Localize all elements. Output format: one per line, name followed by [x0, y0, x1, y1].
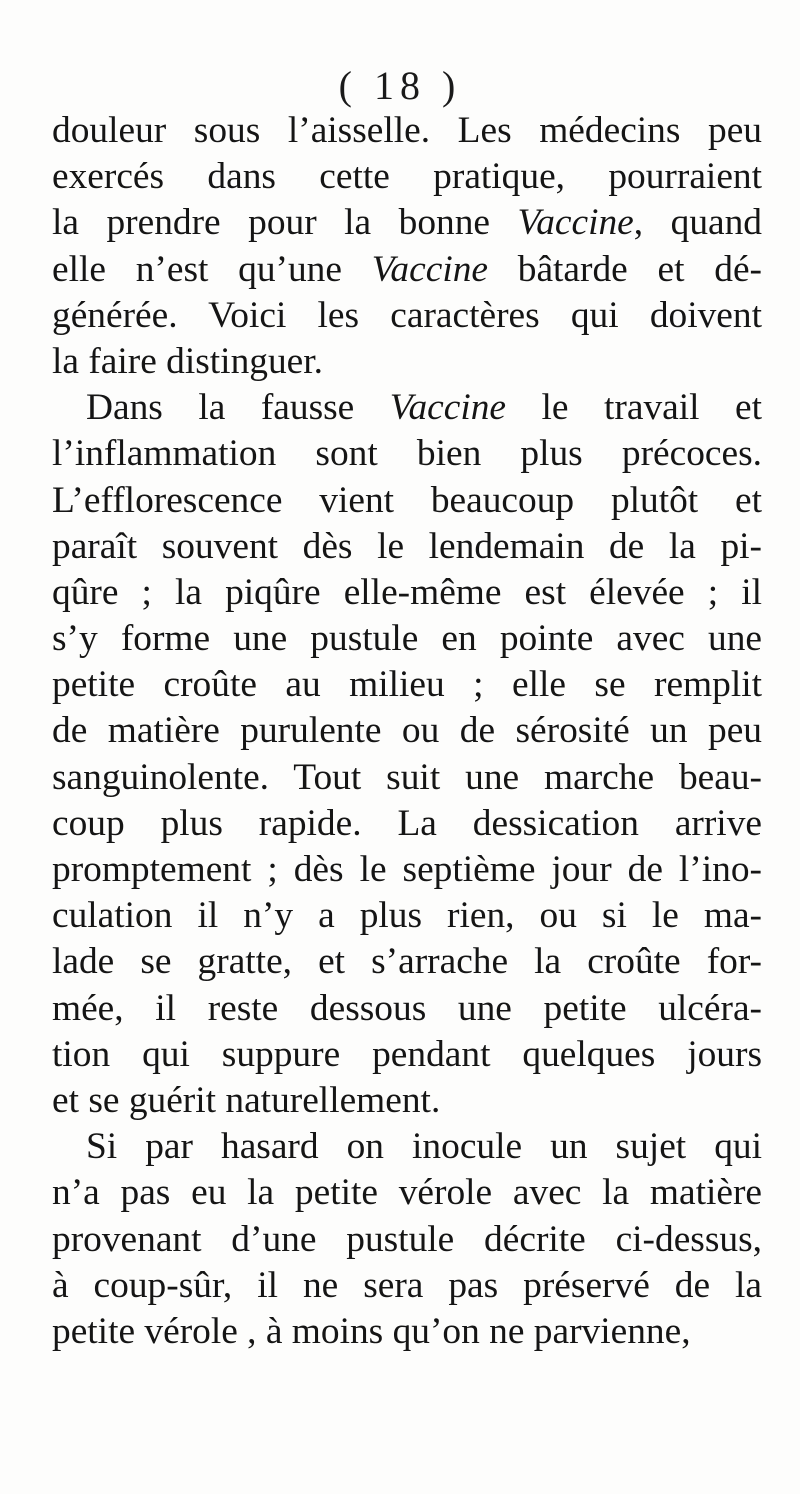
- text-line: [52, 1263, 762, 1309]
- text-line: [52, 893, 762, 939]
- text-segment: bâtarde et dé-: [488, 248, 762, 290]
- text-segment: paraît souvent dès le lendemain de la pi-: [52, 525, 762, 567]
- text-segment: à coup-sûr, il ne sera pas préservé de la: [52, 1264, 762, 1306]
- text-segment: petite croûte au milieu ; elle se remplit: [52, 664, 762, 706]
- text-line: [52, 986, 762, 1032]
- text-line: [52, 1032, 762, 1078]
- text-segment: tion qui suppure pendant quelques jours: [52, 1033, 762, 1075]
- text-segment: le travail et: [506, 387, 762, 429]
- text-line: [52, 1124, 762, 1170]
- text-segment: lade se gratte, et s’arrache la croûte for-: [52, 941, 762, 983]
- text-segment: L’efflorescence vient beaucoup plutôt et: [52, 479, 762, 521]
- text-line: [52, 339, 762, 385]
- italic-term: Vaccine: [371, 248, 488, 290]
- text-line: [52, 755, 762, 801]
- text-segment: sanguinolente. Tout suit une marche beau-: [52, 756, 762, 798]
- text-line: [52, 154, 762, 200]
- text-segment: elle n’est qu’une: [52, 248, 372, 290]
- italic-term: Vaccine: [517, 202, 634, 244]
- text-segment: culation il n’y a plus rien, ou si le ma-: [52, 895, 762, 937]
- text-line: [52, 524, 762, 570]
- paragraph: [52, 1124, 762, 1355]
- text-line: [52, 1309, 762, 1355]
- text-segment: l’inflammation sont bien plus précoces.: [52, 433, 762, 475]
- text-line: [52, 662, 762, 708]
- text-segment: , quand: [633, 202, 762, 244]
- text-line: [52, 801, 762, 847]
- text-segment: qûre ; la piqûre elle-même est élevée ; il: [52, 571, 762, 613]
- text-line: [52, 939, 762, 985]
- text-line: [52, 200, 762, 246]
- italic-term: Vaccine: [389, 387, 507, 429]
- text-segment: douleur sous l’aisselle. Les médecins peu: [52, 110, 762, 151]
- text-line: [52, 431, 762, 477]
- text-segment: Dans la fausse: [86, 387, 390, 429]
- text-line: [52, 1217, 762, 1263]
- paragraph: [52, 108, 762, 385]
- text-line: [52, 616, 762, 662]
- text-segment: mée, il reste dessous une petite ulcéra-: [52, 987, 762, 1029]
- text-segment: promptement ; dès le septième jour de l’ino-: [52, 849, 762, 890]
- text-line: [52, 1078, 762, 1124]
- body-text: [52, 108, 762, 1355]
- text-line: [52, 847, 762, 893]
- text-segment: n’a pas eu la petite vérole avec la matière: [52, 1172, 762, 1214]
- text-line: [52, 1170, 762, 1216]
- text-segment: et se guérit naturellement.: [52, 1079, 441, 1121]
- text-segment: de matière purulente ou de sérosité un peu: [52, 710, 762, 752]
- text-line: [52, 247, 762, 293]
- text-segment: exercés dans cette pratique, pourraient: [52, 156, 762, 198]
- text-line: [52, 385, 762, 431]
- text-line: [52, 108, 762, 154]
- text-segment: coup plus rapide. La dessication arrive: [52, 802, 762, 844]
- text-segment: s’y forme une pustule en pointe avec une: [52, 618, 762, 660]
- text-segment: la faire distinguer.: [52, 340, 323, 382]
- text-segment: provenant d’une pustule décrite ci-dessus,: [52, 1218, 762, 1260]
- page-number: ( 18 ): [338, 63, 462, 108]
- text-line: [52, 708, 762, 754]
- text-line: [52, 478, 762, 524]
- text-line: [52, 570, 762, 616]
- text-segment: Si par hasard on inocule un sujet qui: [86, 1126, 762, 1168]
- text-segment: la prendre pour la bonne: [52, 202, 518, 244]
- text-line: [52, 293, 762, 339]
- text-segment: générée. Voici les caractères qui doivent: [52, 294, 762, 336]
- paragraph: [52, 385, 762, 1124]
- text-segment: petite vérole , à moins qu’on ne parvienne,: [52, 1310, 691, 1352]
